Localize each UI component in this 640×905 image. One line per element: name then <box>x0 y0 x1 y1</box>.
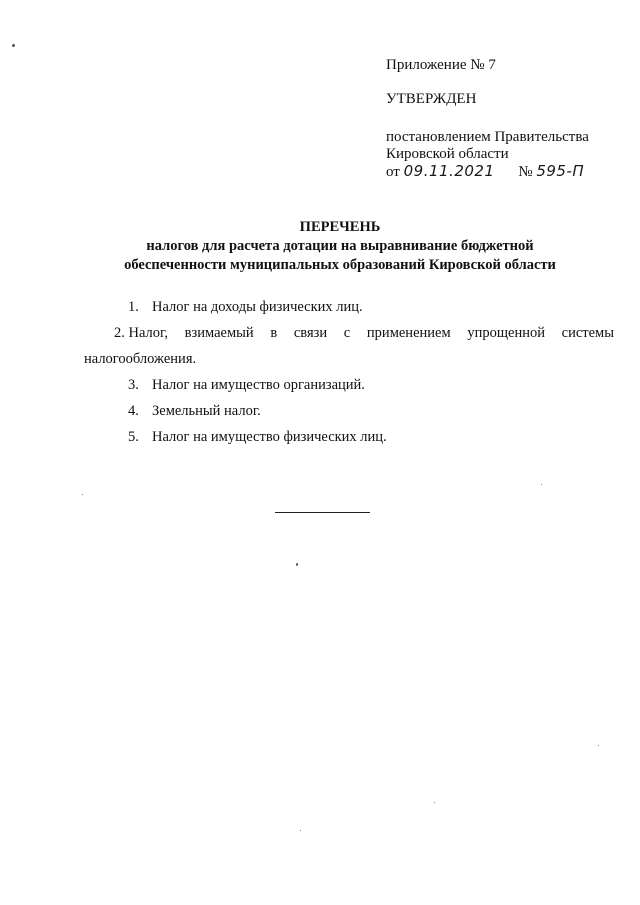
list-item-word: Налог, <box>128 325 168 341</box>
tax-list <box>84 294 614 450</box>
list-item-number: 2. <box>114 325 125 341</box>
list-item-continuation: налогообложения. <box>84 351 197 367</box>
list-item-number: 5. <box>128 429 139 445</box>
handwritten-number: 595-П <box>536 162 585 180</box>
list-item-first-line <box>114 320 614 346</box>
approval-stamp-block <box>386 57 626 181</box>
list-item <box>100 294 590 320</box>
list-item-word: упрощенной <box>467 325 545 341</box>
list-item <box>100 372 590 398</box>
title-line-1: налогов для расчета дотации на выравнивание бюджетной <box>146 238 534 254</box>
list-item-word: с <box>343 325 351 341</box>
title-heading: ПЕРЕЧЕНЬ <box>299 219 381 235</box>
document-title <box>60 218 620 275</box>
list-item-word: связи <box>293 325 328 341</box>
handwritten-date: 09.11.2021 <box>403 162 495 180</box>
list-item <box>100 424 590 450</box>
scan-speck <box>300 830 301 831</box>
list-item-text: Земельный налог. <box>152 403 261 419</box>
scan-speck <box>541 484 542 485</box>
list-item-word: взимаемый <box>184 325 254 341</box>
list-item <box>100 398 590 424</box>
list-item-text: Налог на доходы физических лиц. <box>152 299 363 315</box>
approved-label: УТВЕРЖДЕН <box>386 91 477 107</box>
scan-speck <box>296 563 298 566</box>
approved-by-line1: постановлением Правительства <box>386 129 589 145</box>
closing-rule <box>275 512 370 513</box>
number-prefix: № <box>518 164 533 180</box>
appendix-label: Приложение № 7 <box>386 57 496 73</box>
scan-speck <box>434 802 435 803</box>
approval-date-number-line <box>386 163 626 181</box>
scan-speck <box>598 745 599 746</box>
from-prefix: от <box>386 164 400 180</box>
list-item-word: применением <box>366 325 451 341</box>
list-item-number: 4. <box>128 403 139 419</box>
list-item-text: Налог на имущество физических лиц. <box>152 429 387 445</box>
list-item-number: 1. <box>128 299 139 315</box>
scan-speck <box>12 44 15 47</box>
list-item-word: в <box>270 325 278 341</box>
list-item-text: Налог на имущество организаций. <box>152 377 365 393</box>
list-item-word: системы <box>561 325 614 341</box>
approved-by-line2: Кировской области <box>386 146 509 162</box>
list-item-number: 3. <box>128 377 139 393</box>
list-item <box>84 320 614 372</box>
scan-speck <box>82 494 83 495</box>
title-line-2: обеспеченности муниципальных образований Кировской области <box>124 257 556 273</box>
